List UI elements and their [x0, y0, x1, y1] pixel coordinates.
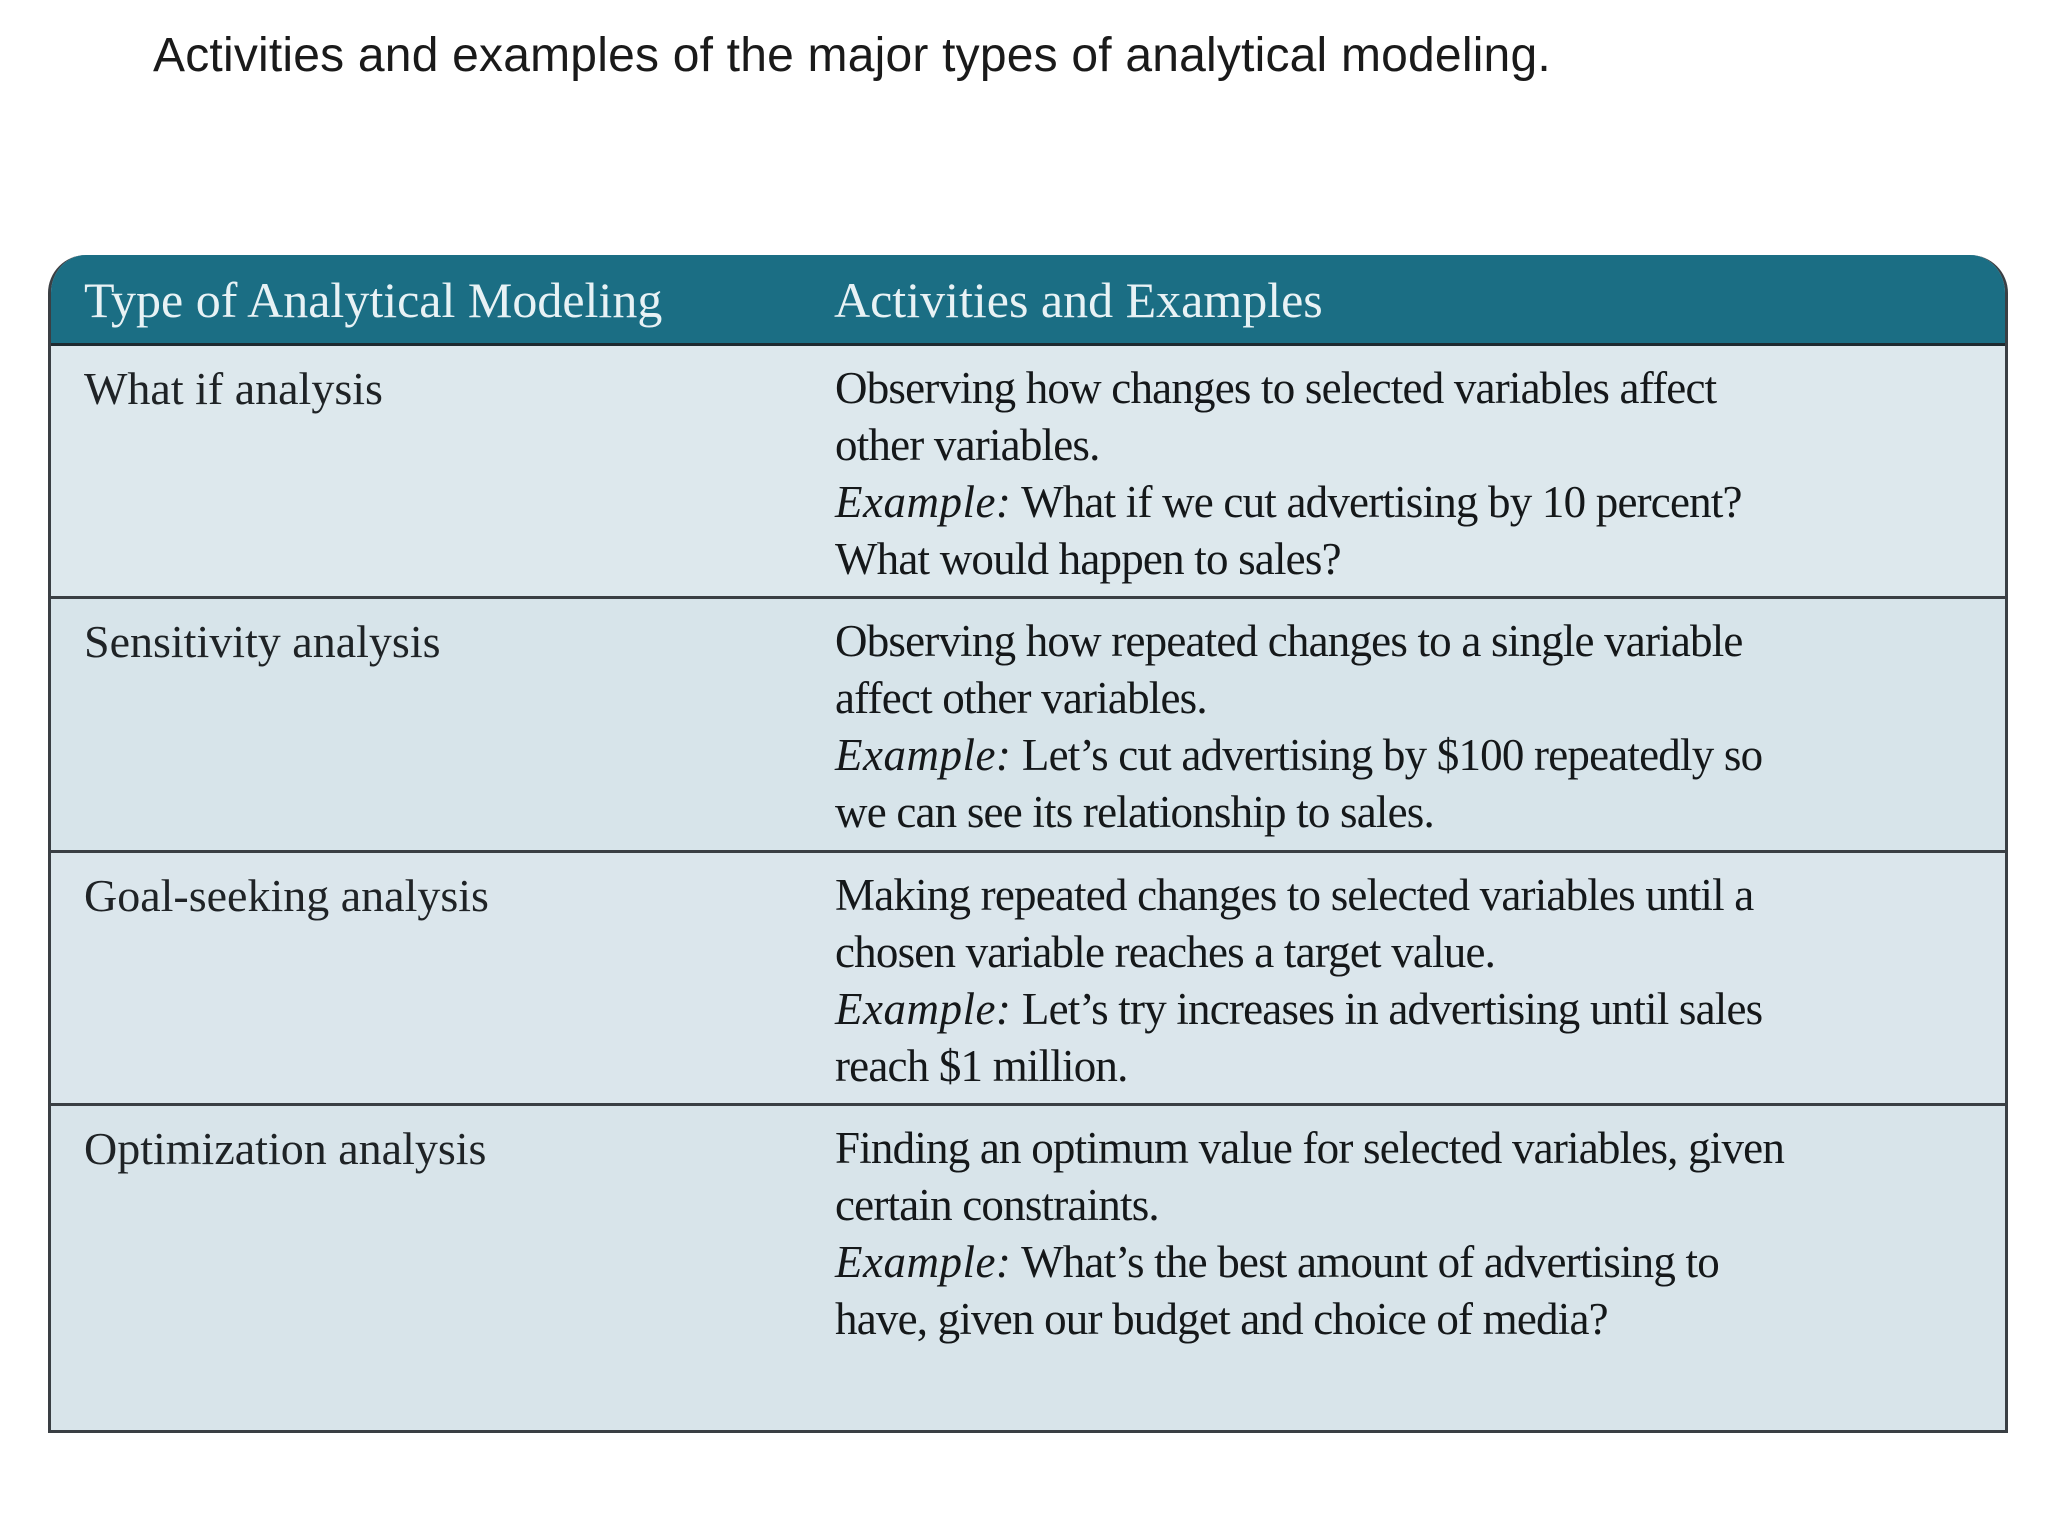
description-line: affect other variables. — [835, 673, 1207, 723]
activities-cell — [835, 613, 1985, 841]
analytical-modeling-table — [48, 255, 2008, 1433]
table-row — [51, 346, 2005, 599]
table-row — [51, 1106, 2005, 1433]
modeling-type-cell: What if analysis — [84, 363, 383, 414]
example-line: What would happen to sales? — [835, 534, 1341, 584]
example-line: reach $1 million. — [835, 1041, 1128, 1091]
table-row — [51, 853, 2005, 1106]
example-text: Let’s cut advertising by $100 repeatedly so — [1021, 730, 1763, 780]
description-line: Observing how repeated changes to a single variable — [835, 616, 1743, 666]
column-header-activities: Activities and Examples — [834, 272, 1323, 328]
example-text: What’s the best amount of advertising to — [1021, 1237, 1719, 1287]
column-header-type: Type of Analytical Modeling — [84, 272, 663, 328]
example-label: Example: — [835, 477, 1012, 527]
activities-cell — [835, 360, 1985, 588]
modeling-type-cell: Optimization analysis — [84, 1123, 487, 1174]
description-line: other variables. — [835, 420, 1100, 470]
example-text: Let’s try increases in advertising until sales — [1021, 984, 1763, 1034]
table-row — [51, 599, 2005, 853]
description-line: Observing how changes to selected variables affect — [835, 363, 1717, 413]
example-line — [835, 474, 1985, 531]
example-line — [835, 981, 1985, 1038]
example-line — [835, 727, 1985, 784]
modeling-type-cell: Sensitivity analysis — [84, 616, 441, 667]
example-label: Example: — [835, 730, 1012, 780]
example-text: What if we cut advertising by 10 percent? — [1021, 477, 1742, 527]
example-line: have, given our budget and choice of media? — [835, 1294, 1608, 1344]
description-line: Finding an optimum value for selected variables, given — [835, 1123, 1785, 1173]
example-label: Example: — [835, 984, 1012, 1034]
example-line: we can see its relationship to sales. — [835, 787, 1434, 837]
example-label: Example: — [835, 1237, 1012, 1287]
description-line: chosen variable reaches a target value. — [835, 927, 1496, 977]
figure-caption: Activities and examples of the major types of analytical modeling. — [153, 29, 1551, 82]
example-line — [835, 1234, 1985, 1291]
table-header-row — [51, 255, 2005, 346]
description-line: Making repeated changes to selected variables until a — [835, 870, 1754, 920]
activities-cell — [835, 867, 1985, 1095]
activities-cell — [835, 1120, 1985, 1348]
modeling-type-cell: Goal-seeking analysis — [84, 870, 489, 921]
description-line: certain constraints. — [835, 1180, 1159, 1230]
